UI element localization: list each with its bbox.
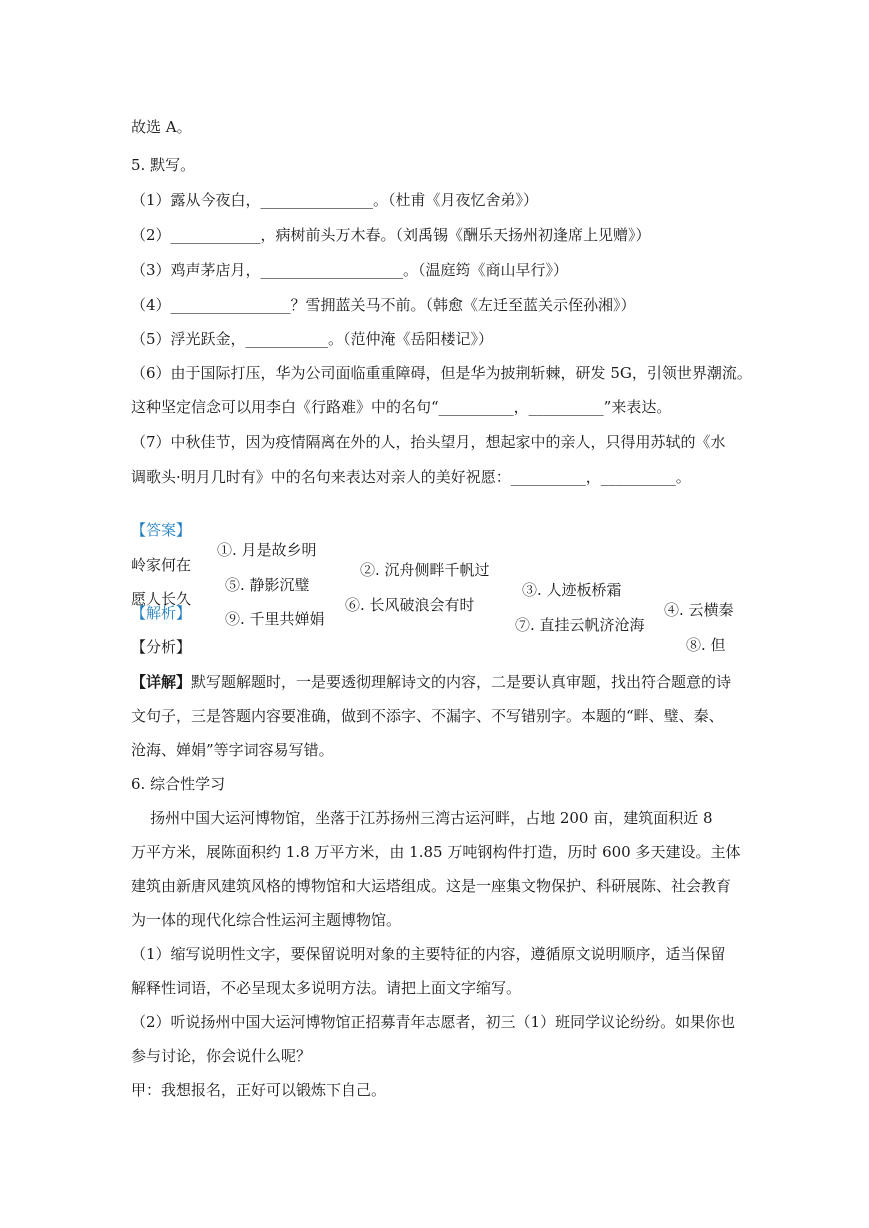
- question-6-item-1-cont: 解释性词语，不必呈现太多说明方法。请把上面文字缩写。: [131, 979, 522, 997]
- answer-item: 愿人长久: [131, 590, 192, 608]
- answer-item: ④. 云横秦: [664, 601, 734, 619]
- answer-item: ⑨. 千里共婵娟: [225, 610, 325, 628]
- question-6-heading: 6. 综合性学习: [131, 775, 226, 793]
- question-5-item-7: （7）中秋佳节，因为疫情隔离在外的人，抬头望月，想起家中的亲人，只得用苏轼的《水: [131, 433, 726, 451]
- question-5-item-6-cont: 这种坚定信念可以用李白《行路难》中的名句“__________，__________”来表达。: [131, 398, 672, 416]
- question-6-item-2-cont: 参与讨论，你会说什么呢？: [131, 1047, 312, 1065]
- analysis-tag: 【解析】: [131, 604, 192, 622]
- detail-line: [131, 672, 731, 692]
- question-5-heading: 5. 默写。: [131, 156, 196, 174]
- passage-line: 扬州中国大运河博物馆，坐落于江苏扬州三湾古运河畔，占地 200 亩，建筑面积近 8: [131, 809, 713, 827]
- detail-text: 默写题解题时，一是要透彻理解诗文的内容，二是要认真审题，找出符合题意的诗: [191, 673, 732, 691]
- detail-line-cont: 文句子，三是答题内容要准确，做到不添字、不漏字、不写错别字。本题的“畔、璧、秦、: [131, 707, 724, 725]
- answer-item: 岭家何在: [131, 556, 192, 574]
- answer-item: ⑦. 直挂云帆济沧海: [515, 616, 645, 634]
- question-5-item-5: （5）浮光跃金，___________。（范仲淹《岳阳楼记》）: [131, 330, 494, 348]
- answer-item: ②. 沉舟侧畔千帆过: [360, 561, 490, 579]
- question-5-item-1: （1）露从今夜白，_______________。（杜甫《月夜忆舍弟》）: [131, 191, 539, 209]
- analysis-heading: 【分析】: [131, 638, 192, 656]
- detail-line-cont: 沧海、婵娟”等字词容易写错。: [131, 741, 334, 759]
- detail-tag: 【详解】: [131, 673, 192, 691]
- question-5-item-3: （3）鸡声茅店月，___________________。（温庭筠《商山早行》）: [131, 261, 569, 279]
- text-line: 故选 A。: [131, 118, 192, 136]
- answer-item: ①. 月是故乡明: [217, 541, 317, 559]
- passage-line: 万平方米，展陈面积约 1.8 万平方米，由 1.85 万吨钢构件打造，历时 600 多天建设。主体: [131, 843, 741, 861]
- question-5-item-6: （6）由于国际打压，华为公司面临重重障碍，但是华为披荆斩棘，研发 5G，引领世界潮流。: [131, 364, 752, 382]
- question-5-item-7-cont: 调歌头·明月几时有》中的名句来表达对亲人的美好祝愿：__________，__________。: [131, 468, 691, 486]
- dialogue-line: 甲：我想报名，正好可以锻炼下自己。: [131, 1081, 387, 1099]
- question-5-item-4: （4）________________？雪拥蓝关马不前。（韩愈《左迁至蓝关示侄孙湘》）: [131, 296, 636, 314]
- answer-item: ⑤. 静影沉璧: [225, 576, 310, 594]
- answer-tag: 【答案】: [131, 521, 192, 539]
- passage-line: 为一体的现代化综合性运河主题博物馆。: [131, 911, 402, 929]
- question-5-item-2: （2）____________，病树前头万木春。（刘禹锡《酬乐天扬州初逢席上见赠》）: [131, 226, 651, 244]
- question-6-item-2: （2）听说扬州中国大运河博物馆正招募青年志愿者，初三（1）班同学议论纷纷。如果你也: [131, 1013, 736, 1031]
- answer-item: ⑥. 长风破浪会有时: [345, 596, 475, 614]
- passage-line: 建筑由新唐风建筑风格的博物馆和大运塔组成。这是一座集文物保护、科研展陈、社会教育: [131, 877, 732, 895]
- question-6-item-1: （1）缩写说明性文字，要保留说明对象的主要特征的内容，遵循原文说明顺序，适当保留: [131, 945, 726, 963]
- answer-item: ⑧. 但: [686, 636, 726, 654]
- answer-item: ③. 人迹板桥霜: [522, 581, 622, 599]
